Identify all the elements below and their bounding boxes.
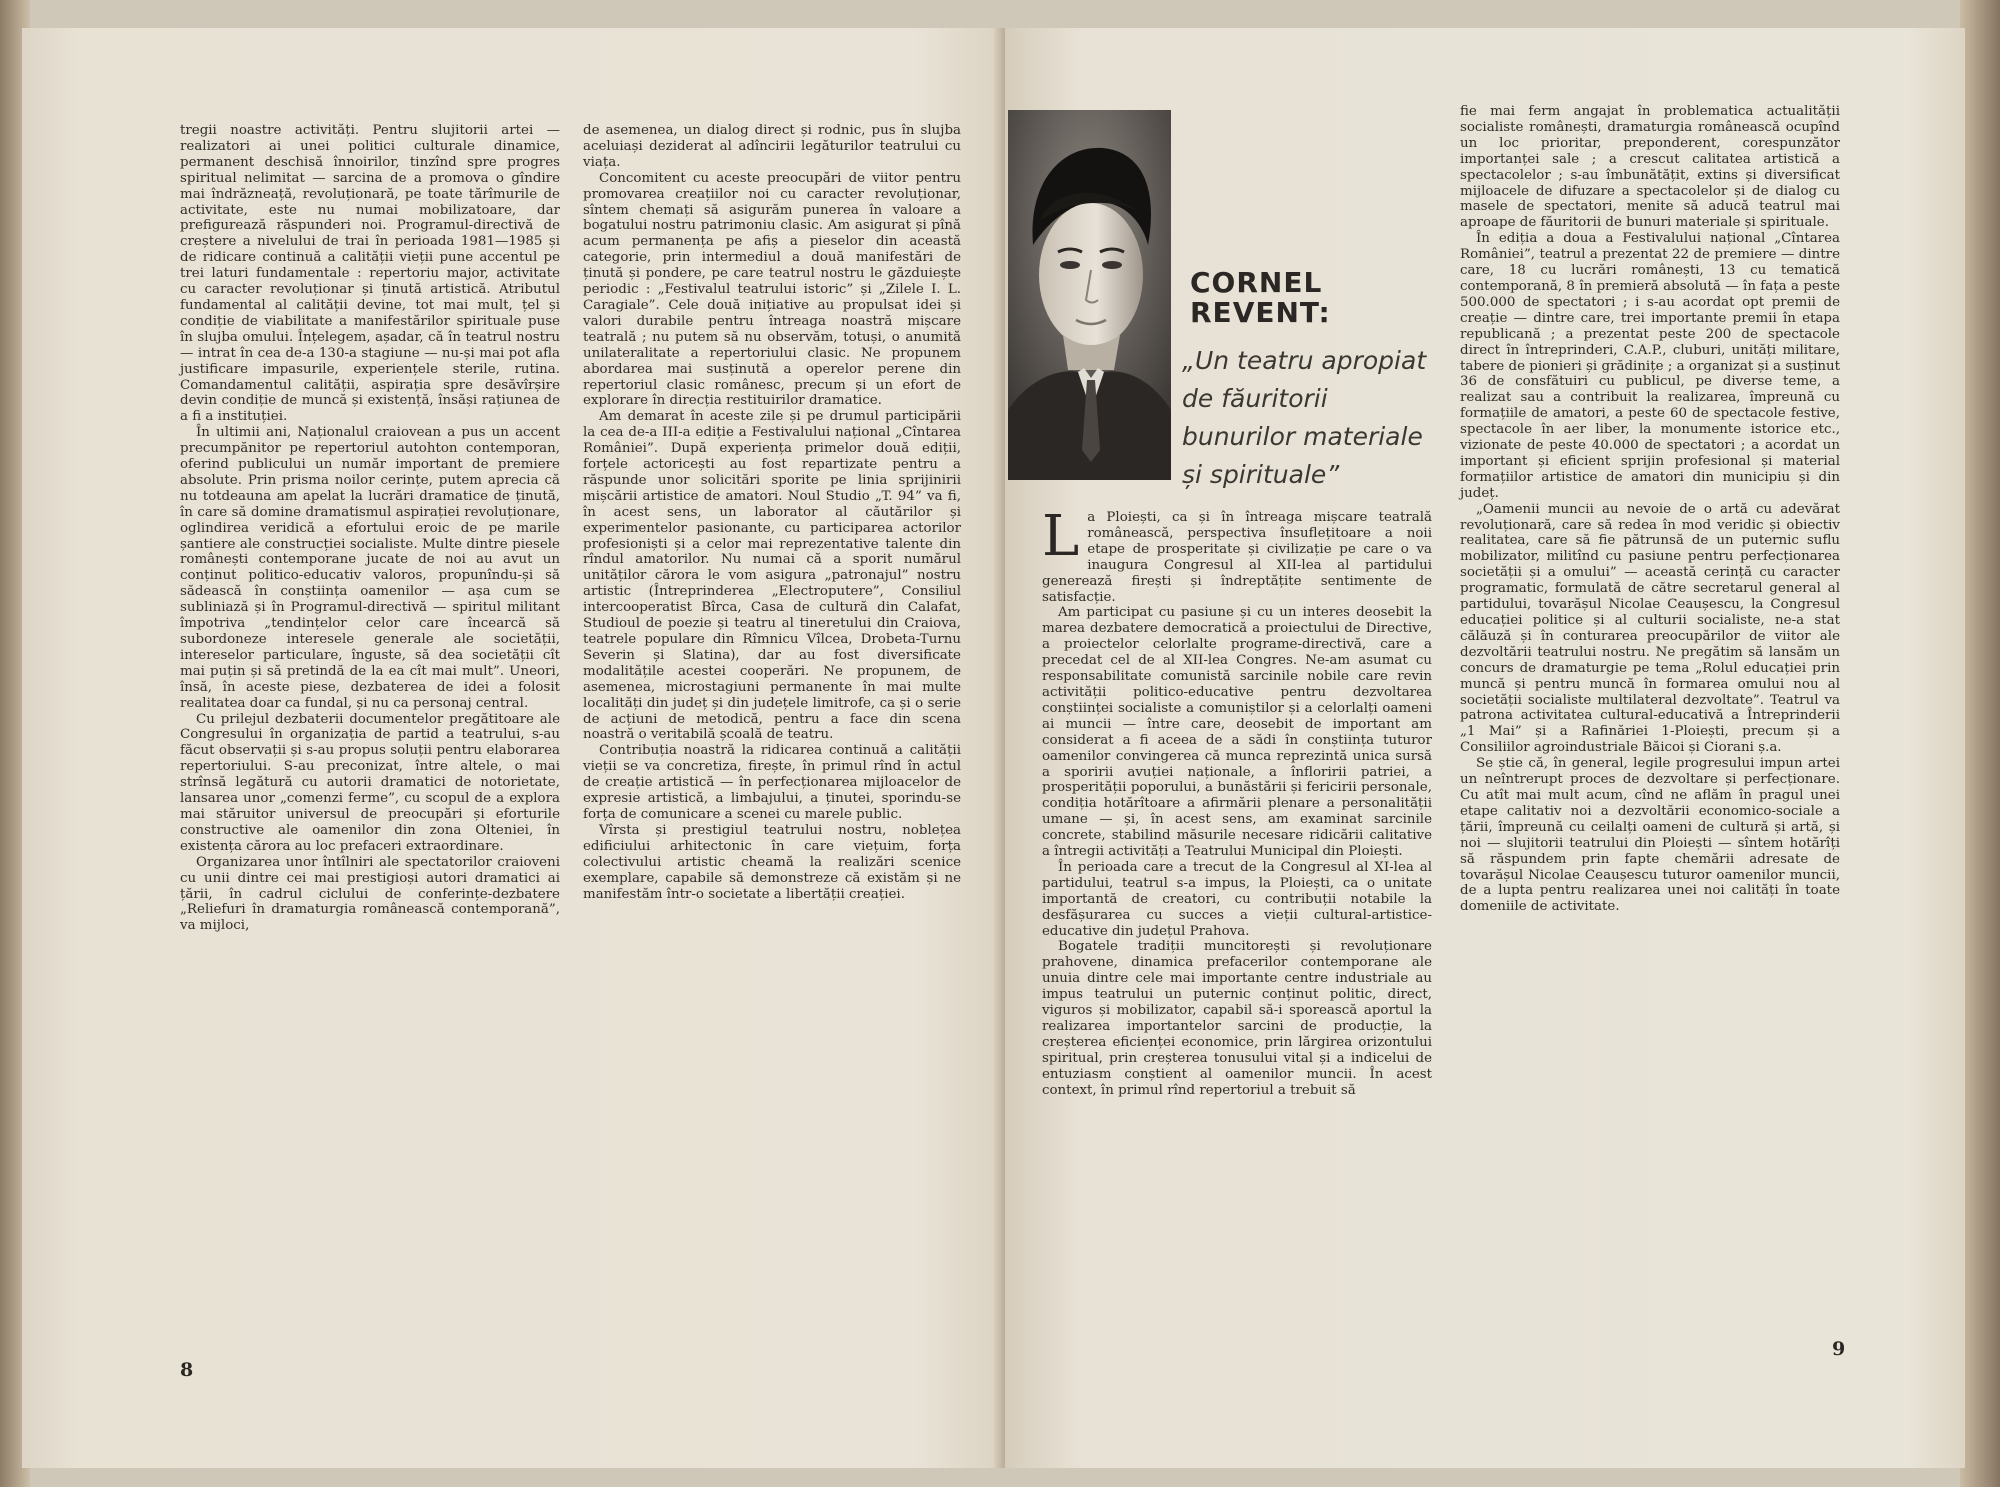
title-line: de făuritorii xyxy=(1182,384,1328,413)
binding-edge-right xyxy=(1960,0,2000,1487)
paragraph: Concomitent cu aceste preocupări de viitor pentru promovarea creațiilor noi cu caracter revoluționar, sîntem chemați să asigurăm punerea în valoare a bogatului nostru patrimoniu clasic. Am asigurat și pînă acum permanența pe afiș a pieselor din această categorie, prin intermediul a două manifestări de ținută și pondere, pe care teatrul nostru le găzduiește periodic : „Festivalul teatrului istoric” și „Zilele I. L. Caragiale”. Cele două inițiative au propulsat idei și valori durabile pentru întreaga noastră mișcare teatrală ; nu putem să nu observăm, totuși, o anumită unilateralitate a repertoriului clasic. Ne propunem abordarea mai susținută a operelor perene din repertoriul clasic românesc, precum și un efort de explorare în direcția restituirilor dramatice. xyxy=(583,170,961,409)
left-column-1 xyxy=(180,123,560,934)
paragraph: Am demarat în aceste zile și pe drumul participării la cea de-a III-a ediție a Festivalului național „Cîntarea României”. După experiența primelor două ediții, forțele actoricești au fost repartizate pentru a răspunde unor solicitări sporite pe linia sprijinirii mișcării artistice de amatori. Noul Studio „T. 94” va fi, în acest sens, un laborator al căutărilor și experimentelor pasionante, cu participarea actorilor profesioniști și a celor mai reprezentative talente din rîndul amatorilor. Nu numai că a sporit numărul unităților cărora le vom asigura „patronajul” nostru artistic (Întreprinderea „Electroputere”, Consiliul intercooperatist Bîrca, Casa de cultură din Calafat, Studioul de poezie și teatru al tineretului din Craiova, teatrele populare din Rîmnicu Vîlcea, Drobeta-Turnu Severin și Slatina), dar au fost diversificate modalitățile acestei cooperări. Ne propunem, de asemenea, microstagiuni permanente în mai multe localități din județ și din județele limitrofe, ca și o serie de acțiuni de metodică, pentru a face din scena noastră o veritabilă școală de teatru. xyxy=(583,409,961,743)
paragraph: „Oamenii muncii au nevoie de o artă cu adevărat revoluționară, care să redea în mod veridic și obiectiv realitatea, care să fie pătrunsă de un puternic suflu mobilizator, militînd cu pasiune pentru perfecționarea societății și a omului” — această cerință cu caracter programatic, formulată de către secretarul general al partidului, tovarășul Nicolae Ceaușescu, la Congresul educației politice și al culturii socialiste, ne-a stat călăuză și în conturarea preocupărilor de viitor ale dezvoltării teatrului nostru. Ne pregătim să lansăm un concurs de dramaturgie pe tema „Rolul educației prin muncă și pentru muncă în formarea omului nou al societății socialiste multilateral dezvoltate”. Teatrul va patrona activitatea cultural-educativă a Întreprinderii „1 Mai” și a Rafinăriei 1-Ploiești, precum și a Consiliilor agroindustriale Băicoi și Ciorani ș.a. xyxy=(1460,501,1840,756)
author-name-line: REVENT: xyxy=(1190,296,1331,329)
author-name-line: CORNEL xyxy=(1190,266,1323,299)
paragraph: În ediția a doua a Festivalului național „Cîntarea României”, teatrul a prezentat 22 de premiere — dintre care, 18 cu lucrări românești, 13 cu tematică contemporană, 8 în premieră absolută — în fața a peste 500.000 de spectatori ; i s-au acordat opt premii de creație — dintre care, trei importante premii în etapa republicană ; a prezentat peste 200 de spectacole direct în întreprinderi, C.A.P., cluburi, unități militare, tabere de pionieri și grădinițe ; a organizat și a susținut 36 de consfătuiri cu publicul, pe diverse teme, a realizat sau a contribuit la realizarea, împreună cu formațiile de amatori, a peste 60 de spectacole festive, spectacole în aer liber, la monumente istorice etc., vizionate de peste 40.000 de spectatori ; a acordat un important și eficient sprijin profesional și material formațiilor artistice de amatori din municipiu și din județ. xyxy=(1460,231,1840,501)
lead-text: a Ploiești, ca și în întreaga mișcare teatrală românească, perspectiva însuflețitoare a noii etape de prosperitate și civilizație pe care o va inaugura Congresul al XII-lea al partidului generează firești și îndreptățite sentimente de satisfacție. xyxy=(1042,510,1432,605)
title-line: și spirituale” xyxy=(1182,460,1340,489)
paragraph: Vîrsta și prestigiul teatrului nostru, noblețea edificiului arhitectonic în care viețuim, forța colectivului artistic cheamă la realizări scenice exemplare, capabile să demonstreze că existăm și ne manifestăm într-o societate a libertății creației. xyxy=(583,822,961,902)
author-name xyxy=(1190,268,1331,328)
right-column-2 xyxy=(1460,104,1840,915)
title-line: „Un teatru apropiat xyxy=(1182,346,1427,375)
paragraph: fie mai ferm angajat în problematica actualității socialiste românești, dramaturgia românească ocupînd un loc prioritar, preponderent, corespunzător importanței sale ; a crescut calitatea artistică a spectacolelor ; s-au îmbunătățit, extins și diversificat mijloacele de difuzare a spectacolelor și de dialog cu masele de spectatori, menite să aducă teatrul mai aproape de făuritorii de bunuri materiale și spirituale. xyxy=(1460,104,1840,231)
paragraph: Se știe că, în general, legile progresului impun artei un neîntrerupt proces de dezvoltare și perfecționare. Cu atît mai mult acum, cînd ne aflăm în pragul unei etape calitativ noi a dezvoltării economico-sociale a țării, împreună cu ceilalți oameni de cultură și artă, și noi — slujitorii teatrului din Ploiești — sîntem hotărîți să răspundem prin fapte chemării adresate de tovarășul Nicolae Ceaușescu tuturor oamenilor muncii, de a lupta pentru realizarea unei noi calități în toate domeniile de activitate. xyxy=(1460,756,1840,915)
paragraph: Organizarea unor întîlniri ale spectatorilor craioveni cu unii dintre cei mai prestigioși autori dramatici ai țării, în cadrul ciclului de conferințe-dezbatere „Reliefuri în dramaturgia românească contemporană”, va mijloci, xyxy=(180,854,560,934)
paragraph: În perioada care a trecut de la Congresul al XI-lea al partidului, teatrul s-a impus, la Ploiești, ca o unitate importantă de creatori, cu contribuții notabile la desfășurarea cu succes a vieții cultural-artistice-educative din județul Prahova. xyxy=(1042,859,1432,939)
title-line: bunurilor materiale xyxy=(1182,422,1423,451)
paragraph: Contribuția noastră la ridicarea continuă a calității vieții se va concretiza, firește, în primul rînd în actul de creație artistică — în perfecționarea mijloacelor de expresie artistică, a limbajului, a ținutei, sporindu-se forța de comunicare a scenei cu marele public. xyxy=(583,743,961,822)
paragraph: Cu prilejul dezbaterii documentelor pregătitoare ale Congresului în organizația de partid a teatrului, s-au făcut observații și s-au propus soluții pentru elaborarea repertoriului. S-au preconizat, între altele, o mai strînsă legătură cu autorii dramatici de notorietate, lansarea unor „comenzi ferme”, cu scopul de a explora mai stăruitor universul de preocupări și eforturile constructive ale oamenilor din zona Olteniei, în existența cărora au loc prefaceri extraordinare. xyxy=(180,711,560,854)
left-column-2 xyxy=(583,123,961,902)
paragraph: În ultimii ani, Naționalul craiovean a pus un accent precumpănitor pe repertoriul autohton contemporan, oferind publicului un număr important de premiere absolute. Prin prisma noilor cerințe, putem aprecia că nu totdeauna am apelat la lucrări dramatice de ținută, în care să domine dramatismul aspirației revoluționare, oglindirea veridică a efortului eroic de pe marile șantiere ale construcției socialiste. Multe dintre piesele românești contemporane jucate de noi au avut un conținut politico-educativ valoros, propunîndu-și să sădească în conștiința oamenilor — așa cum se subliniază și în Programul-directivă — spiritul militant împotriva „tendințelor celor care încearcă să subordoneze interesele generale ale societății, intereselor particulare, înguste, să dea societății cît mai puțin și să pretindă de la ea cît mai mult”. Uneori, însă, în aceste piese, dezbaterea de idei a folosit realitatea doar ca fundal, și nu ca personaj central. xyxy=(180,425,560,711)
page-number-right: 9 xyxy=(1832,1338,1846,1360)
article-title xyxy=(1182,342,1462,494)
paragraph: Am participat cu pasiune și cu un interes deosebit la marea dezbatere democratică a proiectului de Directive, a proiectelor celorlalte programe-directivă, care a precedat cel de al XII-lea Congres. Ne-am asumat cu responsabilitate comunistă sarcinile nobile care revin activității politico-educative pentru dezvoltarea conștiinței socialiste a comuniștilor și a celorlalți oameni ai muncii — între care, deosebit de important am considerat a fi aceea de a sădi în conștiința tuturor oamenilor convingerea că munca reprezintă unica sursă a sporirii avuției naționale, a înfloririi patriei, a prosperității poporului, a bunăstării și fericirii personale, condiția hotărîtoare a afirmării plenare a personalității umane — și, în acest sens, am examinat sarcinile concrete, stabilind măsurile necesare ridicării calitative a întregii activități a Teatrului Municipal din Ploiești. xyxy=(1042,605,1432,860)
paragraph: tregii noastre activități. Pentru slujitorii artei — realizatori ai unei politici culturale dinamice, permanent deschisă înnoirilor, tinzînd spre progres spiritual nelimitat — sarcina de a promova o gîndire mai îndrăzneață, revoluționară, pe toate tărîmurile de activitate, este nu numai mobilizatoare, dar prefigurează răspunderi noi. Programul-directivă de creștere a nivelului de trai în perioada 1981—1985 și de ridicare continuă a calității vieții pune accentul pe trei laturi fundamentale : repertoriu major, activitate cu caracter revoluționar și ținută artistică. Atributul fundamental al calității devine, tot mai mult, țel și condiție de viabilitate a manifestărilor spirituale puse în slujba omului. Înțelegem, așadar, că în teatrul nostru — intrat în cea de-a 130-a stagiune — nu-și mai pot afla justificare impasurile, experiențele sterile, rutina. Comandamentul calității, aspirația spre desăvîrșire devin condiție de muncă și existență, însăși rațiunea de a fi a instituției. xyxy=(180,123,560,425)
right-column-1 xyxy=(1042,504,1432,1099)
drop-cap: L xyxy=(1042,504,1080,569)
paragraph: de asemenea, un dialog direct și rodnic, pus în slujba aceluiași deziderat al adîncirii legăturilor teatrului cu viața. xyxy=(583,123,961,170)
author-portrait-photo xyxy=(1008,110,1171,480)
paragraph: Bogatele tradiții muncitorești și revoluționare prahovene, dinamica prefacerilor contemporane ale unuia dintre cele mai importante centre industriale au impus teatrului un puternic conținut politic, direct, viguros și mobilizator, capabil să-i sporească aportul la realizarea importantelor sarcini de producție, la creșterea eficienței economice, prin lărgirea orizontului spiritual, prin creșterea tonusului vital și a indicelui de entuziasm conștient al oamenilor muncii. În acest context, în primul rînd repertoriul a trebuit să xyxy=(1042,939,1432,1098)
paragraph xyxy=(1042,504,1432,605)
page-number-left: 8 xyxy=(180,1359,194,1381)
